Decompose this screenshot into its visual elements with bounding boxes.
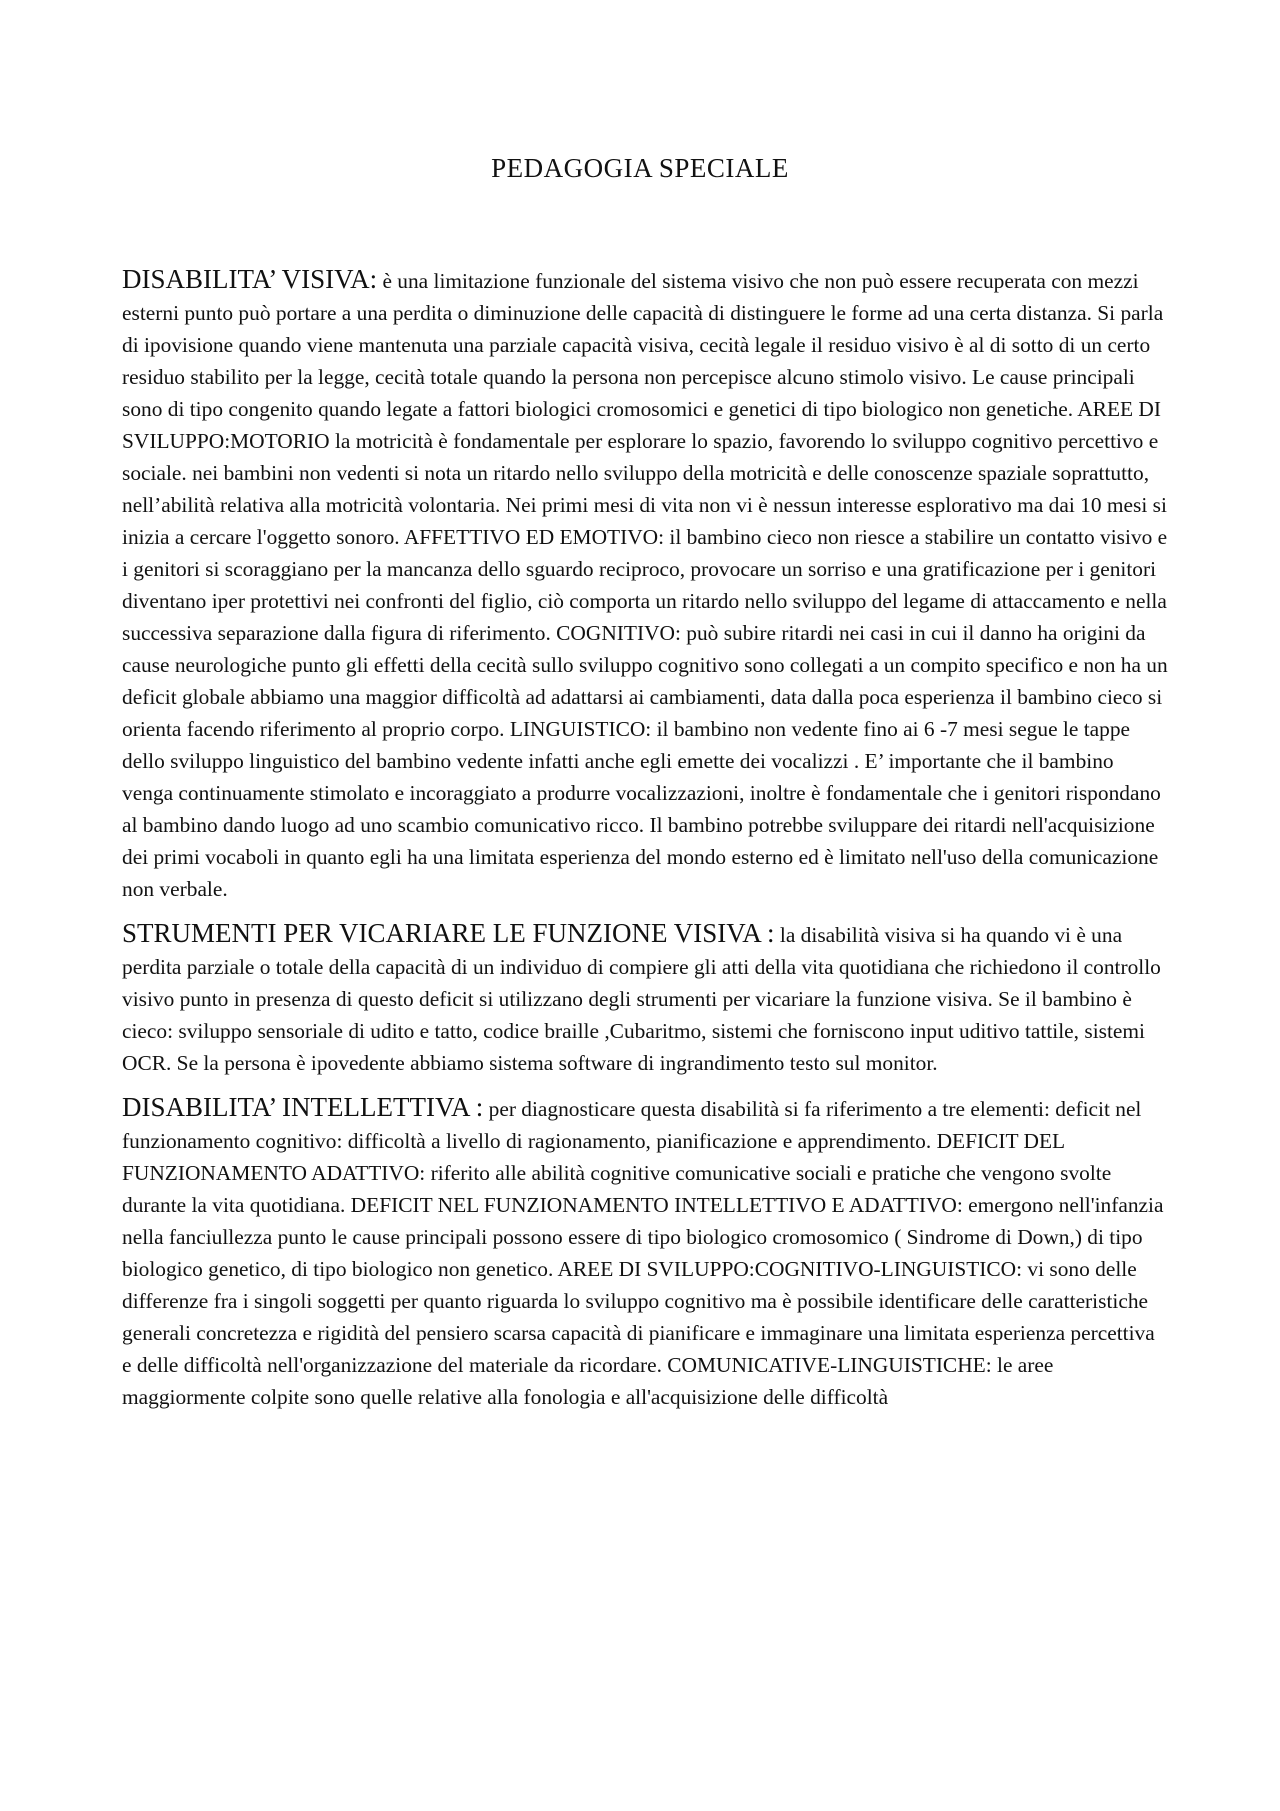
paragraph-heading: STRUMENTI PER VICARIARE LE FUNZIONE VISIVA : <box>122 918 775 948</box>
paragraph-heading: DISABILITA’ VISIVA: <box>122 264 378 294</box>
paragraph-vicarious-tools <box>122 917 1168 1079</box>
paragraph-visual-disability <box>122 263 1168 905</box>
document-body <box>122 263 1168 1425</box>
document-title: PEDAGOGIA SPECIALE <box>491 153 789 183</box>
paragraph-intellectual-disability <box>122 1091 1168 1413</box>
paragraph-text: è una limitazione funzionale del sistema visivo che non può essere recuperata con mezzi esterni punto può portare a una perdita o diminuzione delle capacità di distinguere le forme ad una certa distanza. Si parla di ipovisione quando viene mantenuta una parziale capacità visiva, cecità legale il residuo visivo è al di sotto di un certo residuo stabilito per la legge, cecità totale quando la persona non percepisce alcuno stimolo visivo. Le cause principali sono di tipo congenito quando legate a fattori biologici cromosomici e genetici di tipo biologico non genetiche. AREE DI SVILUPPO:MOTORIO la motricità è fondamentale per esplorare lo spazio, favorendo lo sviluppo cognitivo percettivo e sociale. nei bambini non vedenti si nota un ritardo nello sviluppo della motricità e delle conoscenze spaziale soprattutto, nell’abilità relativa alla motricità volontaria. Nei primi mesi di vita non vi è nessun interesse esplorativo ma dai 10 mesi si inizia a cercare l'oggetto sonoro. AFFETTIVO ED EMOTIVO: il bambino cieco non riesce a stabilire un contatto visivo e i genitori si scoraggiano per la mancanza dello sguardo reciproco, provocare un sorriso e una gratificazione per i genitori diventano iper protettivi nei confronti del figlio, ciò comporta un ritardo nello sviluppo del legame di attaccamento e nella successiva separazione dalla figura di riferimento. COGNITIVO: può subire ritardi nei casi in cui il danno ha origini da cause neurologiche punto gli effetti della cecità sullo sviluppo cognitivo sono collegati a un compito specifico e non ha un deficit globale abbiamo una maggior difficoltà ad adattarsi ai cambiamenti, data dalla poca esperienza il bambino cieco si orienta facendo riferimento al proprio corpo. LINGUISTICO: il bambino non vedente fino ai 6 -7 mesi segue le tappe dello sviluppo linguistico del bambino vedente infatti anche egli emette dei vocalizzi . E’ importante che il bambino venga continuamente stimolato e incoraggiato a produrre vocalizzazioni, inoltre è fondamentale che i genitori rispondano al bambino dando luogo ad uno scambio comunicativo ricco. Il bambino potrebbe sviluppare dei ritardi nell'acquisizione dei primi vocaboli in quanto egli ha una limitata esperienza del mondo esterno ed è limitato nell'uso della comunicazione non verbale. <box>122 269 1168 901</box>
paragraph-text: la disabilità visiva si ha quando vi è una perdita parziale o totale della capacità di un individuo di compiere gli atti della vita quotidiana che richiedono il controllo visivo punto in presenza di questo deficit si utilizzano degli strumenti per vicariare la funzione visiva. Se il bambino è cieco: sviluppo sensoriale di udito e tatto, codice braille ,Cubaritmo, sistemi che forniscono input uditivo tattile, sistemi OCR. Se la persona è ipovedente abbiamo sistema software di ingrandimento testo sul monitor. <box>122 923 1161 1075</box>
paragraph-text: per diagnosticare questa disabilità si fa riferimento a tre elementi: deficit nel funzionamento cognitivo: difficoltà a livello di ragionamento, pianificazione e apprendimento. DEFICIT DEL FUNZIONAMENTO ADATTIVO: riferito alle abilità cognitive comunicative sociali e pratiche che vengono svolte durante la vita quotidiana. DEFICIT NEL FUNZIONAMENTO INTELLETTIVO E ADATTIVO: emergono nell'infanzia nella fanciullezza punto le cause principali possono essere di tipo biologico cromosomico ( Sindrome di Down,) di tipo biologico genetico, di tipo biologico non genetico. AREE DI SVILUPPO:COGNITIVO-LINGUISTICO: vi sono delle differenze fra i singoli soggetti per quanto riguarda lo sviluppo cognitivo ma è possibile identificare delle caratteristiche generali concretezza e rigidità del pensiero scarsa capacità di pianificare e immaginare una limitata esperienza percettiva e delle difficoltà nell'organizzazione del materiale da ricordare. COMUNICATIVE-LINGUISTICHE: le aree maggiormente colpite sono quelle relative alla fonologia e all'acquisizione delle difficoltà <box>122 1097 1164 1409</box>
paragraph-heading: DISABILITA’ INTELLETTIVA : <box>122 1092 484 1122</box>
